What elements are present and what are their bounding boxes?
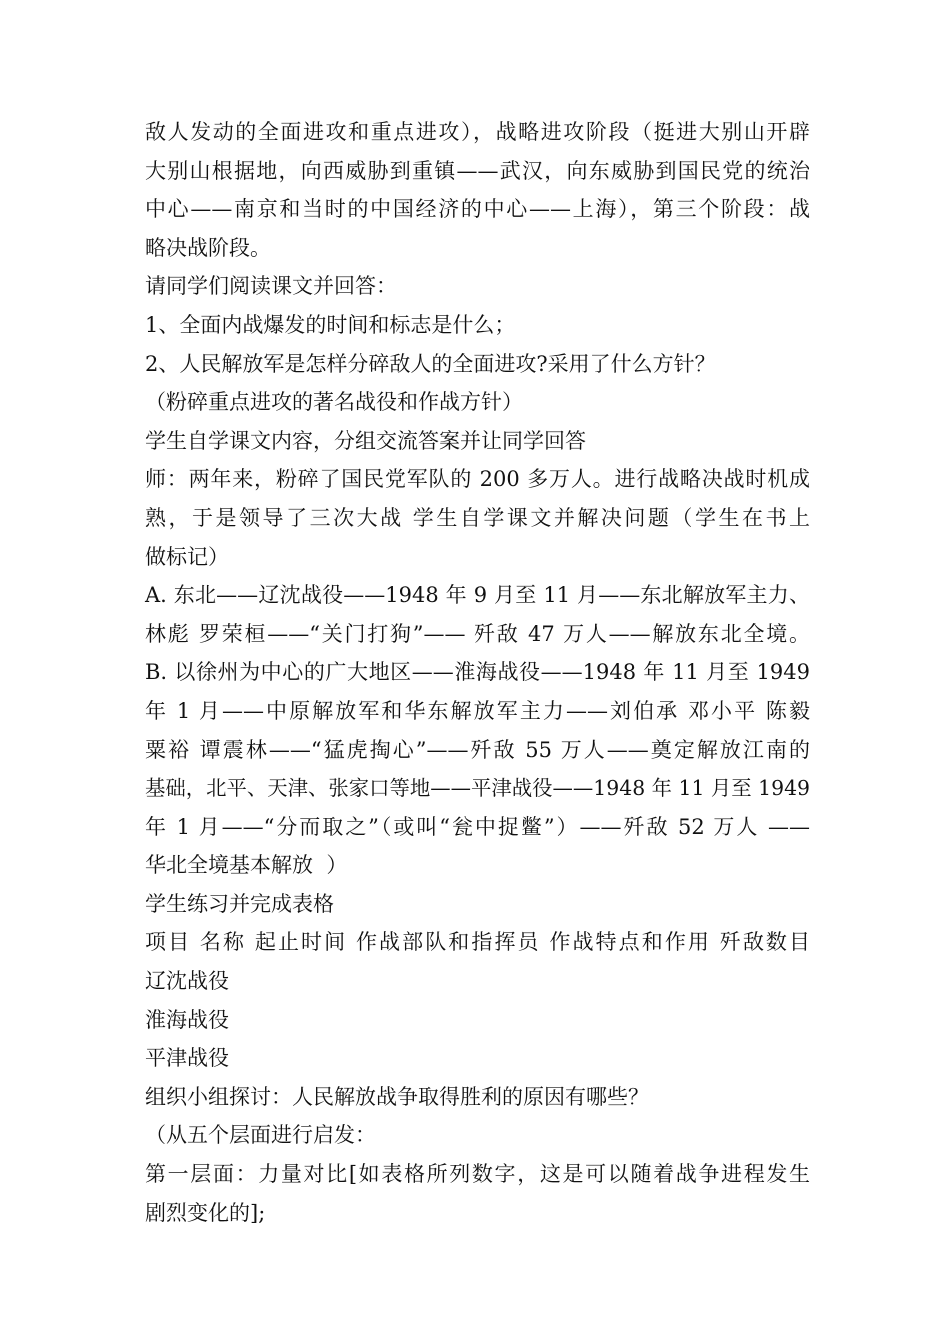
text-line: 敌人发动的全面进攻和重点进攻），战略进攻阶段（挺进大别山开辟 — [145, 120, 810, 144]
text-line: 粟裕 谭震林——“猛虎掏心”——歼敌 55 万人——奠定解放江南的 — [145, 737, 810, 762]
text-line: 淮海战役 — [145, 1007, 229, 1032]
text-line: 学生自学课文内容，分组交流答案并让同学回答 — [145, 428, 586, 453]
text-line: 中心——南京和当时的中国经济的中心——上海），第三个阶段：战 — [145, 197, 810, 222]
text-line: 年 1 月——“分而取之”（或叫“瓮中捉鳖”）——歼敌 52 万人 —— — [145, 814, 810, 839]
text-line: 辽沈战役 — [145, 969, 229, 994]
document-body — [145, 113, 810, 1232]
text-line: A. 东北——辽沈战役——1948 年 9 月至 11 月——东北解放军主力、 — [145, 583, 810, 608]
text-line: 组织小组探讨：人民解放战争取得胜利的原因有哪些？ — [145, 1084, 649, 1109]
text-line: 项目 名称 起止时间 作战部队和指挥员 作战特点和作用 歼敌数目 — [145, 930, 810, 955]
text-line: （从五个层面进行启发： — [145, 1123, 376, 1148]
text-line: 熟，于是领导了三次大战 学生自学课文并解决问题（学生在书上 — [145, 505, 810, 530]
text-line: 基础，北平、天津、张家口等地——平津战役——1948 年 11 月至 1949 — [145, 776, 810, 801]
text-line: B. 以徐州为中心的广大地区——淮海战役——1948 年 11 月至 1949 — [145, 660, 810, 685]
text-line: 2、人民解放军是怎样分碎敌人的全面进攻?采用了什么方针？ — [145, 351, 716, 376]
text-line: 平津战役 — [145, 1046, 229, 1071]
text-line: 1、全面内战爆发的时间和标志是什么； — [145, 312, 516, 337]
text-line: 年 1 月——中原解放军和华东解放军主力——刘伯承 邓小平 陈毅 — [145, 698, 810, 723]
text-line: 师：两年来，粉碎了国民党军队的 200 多万人。进行战略决战时机成 — [145, 467, 810, 492]
text-line: 学生练习并完成表格 — [145, 891, 334, 916]
text-line: （粉碎重点进攻的著名战役和作战方针） — [145, 390, 523, 415]
text-line: 略决战阶段。 — [145, 235, 271, 260]
text-line: 请同学们阅读课文并回答： — [145, 274, 397, 299]
text-line: 剧烈变化的]; — [145, 1200, 266, 1225]
text-line: 大别山根据地，向西威胁到重镇——武汉，向东威胁到国民党的统治 — [145, 158, 810, 183]
text-line: 做标记） — [145, 544, 229, 569]
text-line: 林彪 罗荣桓——“关门打狗”—— 歼敌 47 万人——解放东北全境。 — [145, 621, 810, 646]
text-line: 第一层面：力量对比[如表格所列数字，这是可以随着战争进程发生 — [145, 1162, 810, 1187]
text-line: 华北全境基本解放 ） — [145, 853, 348, 878]
